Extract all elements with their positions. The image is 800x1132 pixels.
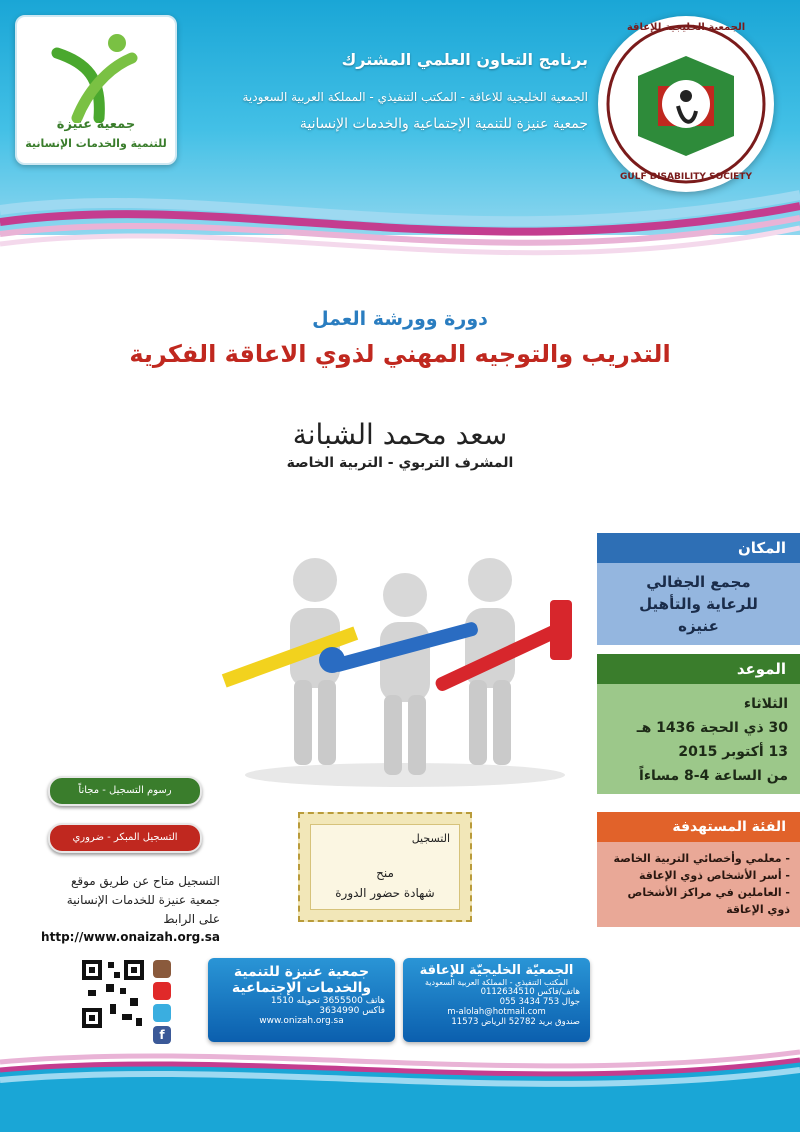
- gulf-disability-emblem-icon: [598, 16, 774, 192]
- schedule-line: 30 ذي الحجة 1436 هـ: [636, 720, 788, 736]
- schedule-heading: الموعد: [597, 654, 800, 684]
- tools-figures-illustration: [220, 540, 590, 790]
- certificate-line-2: شهادة حضور الدورة: [335, 886, 435, 900]
- onaizah-logo: [15, 15, 177, 165]
- onaizah-card-title: جمعية عنيزة للتنمية: [233, 964, 370, 980]
- gulf-contact-card: [403, 958, 590, 1042]
- early-registration-badge: التسجيل المبكر - ضروري: [48, 823, 202, 853]
- registration-fee-badge: رسوم التسجيل - مجاناً: [48, 776, 202, 806]
- schedule-line: 13 أكتوبر 2015: [678, 744, 788, 760]
- registration-url-link[interactable]: http://www.onaizah.org.sa: [41, 930, 220, 944]
- registration-note-line: على الرابط: [163, 912, 220, 926]
- onaizah-logo-name: جمعية عنيزة: [56, 117, 136, 132]
- venue-body: [597, 563, 800, 645]
- youtube-icon[interactable]: [153, 982, 171, 1000]
- registration-note-line: جمعية عنيزة للخدمات الإنسانية: [66, 893, 220, 907]
- footer-wave-decoration: [0, 1040, 800, 1132]
- gulf-logo-english: GULF DISABILITY SOCIETY: [620, 172, 752, 182]
- gulf-phone: هاتف/فاكس 0112634510: [480, 987, 580, 997]
- course-title: التدريب والتوجيه المهني لذوي الاعاقة الفكرية: [129, 340, 671, 368]
- registration-note: [20, 872, 220, 929]
- gulf-mobile: جوال 753 3434 055: [499, 997, 580, 1007]
- gulf-email[interactable]: m-alolah@hotmail.com: [447, 1007, 546, 1017]
- presenter-name: سعد محمد الشبانة: [292, 418, 508, 451]
- audience-item: - أسر الأشخاص ذوي الإعاقة: [639, 869, 790, 882]
- person-logo-icon: [17, 23, 175, 123]
- onaizah-fax: فاكس 3634990: [319, 1006, 385, 1016]
- instagram-icon[interactable]: [153, 960, 171, 978]
- audience-item: - العاملين في مراكز الأشخاص ذوي الإعاقة: [627, 886, 790, 916]
- gulf-card-title: الجمعيّة الخليجيّة للإعاقة: [419, 963, 574, 978]
- gulf-po-box: صندوق بريد 52782 الرياض 11573: [451, 1017, 580, 1027]
- onaizah-contact-card: [208, 958, 395, 1042]
- onaizah-website[interactable]: www.onizah.org.sa: [259, 1016, 344, 1026]
- header-line-1: الجمعية الخليجية للاعاقة - المكتب التنفيذي - المملكة العربية السعودية: [242, 90, 588, 104]
- schedule-line: الثلاثاء: [743, 696, 788, 712]
- gulf-logo-arabic: الجمعية الخليجية للإعاقة: [626, 22, 746, 33]
- header-line-2: جمعية عنيزة للتنمية الإجتماعية والخدمات الإنسانية: [299, 116, 588, 132]
- certificate-line-1: منح: [376, 866, 394, 880]
- presenter-role: المشرف التربوي - التربية الخاصة: [286, 455, 514, 471]
- twitter-icon[interactable]: [153, 1004, 171, 1022]
- program-title: برنامج التعاون العلمي المشترك: [341, 50, 588, 69]
- onaizah-phone: هاتف 3655500 تحويله 1510: [270, 996, 385, 1006]
- schedule-body: [597, 684, 800, 794]
- audience-item: - معلمي وأخصائي التربية الخاصة: [613, 852, 790, 865]
- venue-line: للرعاية والتأهيل: [639, 595, 758, 613]
- gulf-office: المكتب التنفيذي - المملكة العربية السعودية: [425, 978, 568, 987]
- onaizah-logo-tagline: للتنمية والخدمات الإنسانية: [25, 137, 167, 150]
- gulf-disability-logo: [598, 16, 774, 192]
- venue-line: عنيزه: [678, 617, 719, 635]
- audience-body: [597, 842, 800, 927]
- venue-line: مجمع الجفالي: [646, 573, 751, 591]
- certificate-label: التسجيل: [411, 832, 450, 845]
- facebook-icon[interactable]: f: [153, 1026, 171, 1044]
- certificate-frame: [298, 812, 472, 922]
- course-type: دورة وورشة العمل: [312, 308, 488, 330]
- registration-note-line: التسجيل متاح عن طريق موقع: [70, 874, 220, 888]
- schedule-line: من الساعة 4-8 مساءاً: [639, 768, 788, 784]
- qr-code-icon[interactable]: [80, 958, 146, 1030]
- onaizah-card-title: والخدمات الإجتماعية: [231, 980, 372, 996]
- audience-heading: الفئة المستهدفة: [597, 812, 800, 842]
- venue-heading: المكان: [597, 533, 800, 563]
